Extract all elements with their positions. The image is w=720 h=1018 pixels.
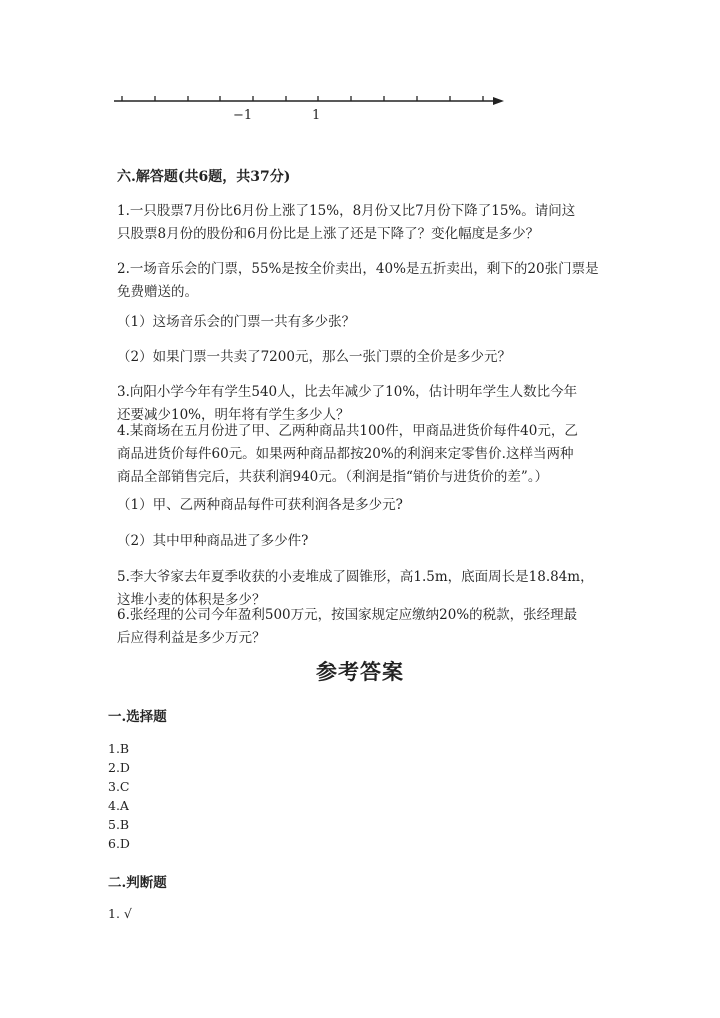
choice-section-heading: 一.选择题 xyxy=(108,709,167,725)
section-6-title: 六.解答题(共6题，共37分) xyxy=(117,169,291,185)
question-4-line-2: 商品进货价每件60元。如果两种商品都按20%的利润来定零售价.这样当两种 xyxy=(117,446,574,462)
judge-section-heading: 二.判断题 xyxy=(108,875,167,891)
tick-label-one: 1 xyxy=(312,108,321,123)
question-4-line-1: 4.某商场在五月份进了甲、乙两种商品共100件，甲商品进货价每件40元，乙 xyxy=(117,423,578,439)
question-1 xyxy=(117,200,575,246)
question-2-line-1: 2.一场音乐会的门票，55%是按全价卖出，40%是五折卖出，剩下的20张门票是 xyxy=(117,261,599,277)
number-line-arrow-icon xyxy=(493,97,504,105)
question-4-part-1: （1）甲、乙两种商品每件可获利润各是多少元? xyxy=(117,497,403,513)
question-5-line-2: 这堆小麦的体积是多少？ xyxy=(117,592,266,608)
number-line-figure xyxy=(112,88,504,128)
question-3-line-1: 3.向阳小学今年有学生540人，比去年减少了10%，估计明年学生人数比今年 xyxy=(117,384,578,400)
list-item: 3.C xyxy=(108,779,130,794)
question-1-line-2: 只股票8月份的股份和6月份比是上涨了还是下降了？变化幅度是多少？ xyxy=(117,226,540,242)
list-item: 1. √ xyxy=(108,906,132,921)
question-4-line-3: 商品全部销售完后，共获利润940元。（利润是指“销价与进货价的差”。） xyxy=(117,469,549,485)
answers-title: 参考答案 xyxy=(316,659,404,684)
question-2-line-2: 免费赠送的。 xyxy=(117,284,198,300)
question-2 xyxy=(117,258,599,304)
question-6-line-1: 6.张经理的公司今年盈利500万元，按国家规定应缴纳20%的税款，张经理最 xyxy=(117,607,578,623)
question-3-line-2: 还要减少10%，明年将有学生多少人？ xyxy=(117,407,350,423)
question-6 xyxy=(117,604,577,650)
question-2-part-1: （1）这场音乐会的门票一共有多少张？ xyxy=(117,314,356,330)
question-4-part-2: （2）其中甲种商品进了多少件? xyxy=(117,533,309,549)
list-item: 6.D xyxy=(108,836,130,851)
list-item: 4.A xyxy=(108,798,129,813)
question-5-line-1: 5.李大爷家去年夏季收获的小麦堆成了圆锥形，高1.5m，底面周长是18.84m， xyxy=(117,569,594,585)
tick-label-minus-one: −1 xyxy=(233,108,253,123)
list-item: 1.B xyxy=(108,741,130,756)
question-2-part-2: （2）如果门票一共卖了7200元，那么一张门票的全价是多少元？ xyxy=(117,349,511,365)
choice-answers-list xyxy=(108,739,130,853)
question-1-line-1: 1.一只股票7月份比6月份上涨了15%，8月份又比7月份下降了15%。请问这 xyxy=(117,203,576,219)
list-item: 5.B xyxy=(108,817,130,832)
list-item: 2.D xyxy=(108,760,130,775)
question-4 xyxy=(117,420,578,489)
question-6-line-2: 后应得利益是多少万元？ xyxy=(117,630,266,646)
